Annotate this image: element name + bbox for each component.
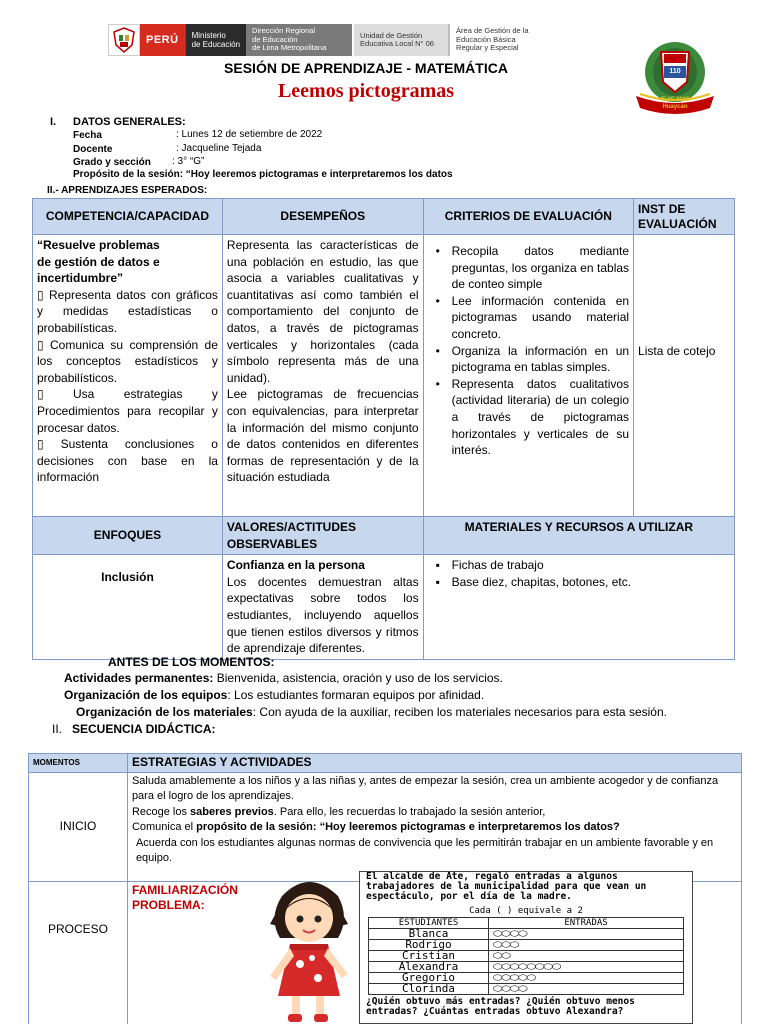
materiales-line: Organización de los materiales: Con ayuda de la auxiliar, reciben los materiales necesarios para esta sesión. xyxy=(76,705,667,719)
inicio-cell: Saluda amablemente a los niños y a las niñas y, antes de empezar la sesión, crea un ambiente acogedor y de confianza para el logro de los aprendizajes. Recoge los saberes previos. Para ello, les recuerdas lo trabajado la sesión anterior, Comunica el propósito de la sesión: “Hoy leeremos pictogramas e interpretaremos los datos? Acuerda con los estudiantes algunas normas de convivencia que les permitirán trabajar en un ambiente favorable y en equipo. xyxy=(127,772,741,881)
girl-illustration xyxy=(254,874,364,1024)
ticket-icon: ⬭ xyxy=(509,982,519,995)
criterio-item: • Organiza la información en un pictograma en tablas simples. xyxy=(428,343,629,376)
instrumento-cell: Lista de cotejo xyxy=(634,235,735,517)
student-name: Alexandra xyxy=(369,962,489,973)
ticket-icon: ⬭ xyxy=(493,938,502,951)
header-competencia: COMPETENCIA/CAPACIDAD xyxy=(33,199,223,235)
ticket-icon: ⬭ xyxy=(493,971,502,984)
school-emblem: 110 IE Nº 0068 Huaycán xyxy=(630,36,720,120)
student-name: Cristian xyxy=(369,951,489,962)
header-enfoques: ENFOQUES xyxy=(33,517,223,555)
ticket-icon: ⬭ xyxy=(501,927,510,940)
dre-label: Dirección Regional de Educación de Lima Metropolitana xyxy=(246,24,352,56)
material-item: ▪ Fichas de trabajo xyxy=(428,557,730,574)
general-heading: DATOS GENERALES: xyxy=(73,116,186,128)
student-name: Gregorio xyxy=(369,973,489,984)
ticket-icon: ⬭ xyxy=(509,927,519,940)
fecha-value: : Lunes 12 de setiembre de 2022 xyxy=(176,129,323,140)
area-label: Área de Gestión de la Educación Básica Regular y Especial xyxy=(448,24,550,56)
problem-text: El alcalde de Ate, regaló entradas a algunos trabajadores de la municipalidad para que vean un espectáculo, por el día de la madre. xyxy=(366,871,647,902)
page-title: SESIÓN DE APRENDIZAJE - MATEMÁTICA xyxy=(224,60,508,76)
ticket-icon: ⬭ xyxy=(518,927,527,940)
ugel-label: Unidad de Gestión Educativa Local N° 06 xyxy=(352,24,448,56)
criterio-item: • Lee información contenida en pictogramas usando material concreto. xyxy=(428,293,629,343)
general-numeral: I. xyxy=(50,116,57,128)
ticket-icon: ⬭ xyxy=(493,949,502,962)
secuencia-heading: SECUENCIA DIDÁCTICA: xyxy=(72,722,216,736)
peru-label: PERÚ xyxy=(140,24,185,56)
ticket-icon: ⬭ xyxy=(535,960,544,973)
criterio-item: • Representa datos cualitativos (actividad literaria) de un colegio a través de pictogramas horizontales y verticales de su interés. xyxy=(428,376,629,459)
ticket-icon: ⬭ xyxy=(509,938,519,951)
student-name: Blanca xyxy=(369,929,489,940)
ticket-icon: ⬭ xyxy=(509,960,519,973)
header-instrumento: INST DE EVALUACIÓN xyxy=(634,199,735,235)
proposito-line: Propósito de la sesión: “Hoy leeremos pictogramas e interpretaremos los datos xyxy=(73,169,453,180)
desempenos-cell: Representa las características de una población en estudio, las que asocia a variables cualitativas y cuantitativas así como también el comportamiento del conjunto de datos, a través de pictogramas verticales y horizontales (cada símbolo representa más de una unidad). Lee pictogramas de frecuencias con equivalencias, para interpretar la información del mismo conjunto de datos contenidos en diferentes formas de representación y de la situación estudiada xyxy=(222,235,423,517)
actividades-line: Actividades permanentes: Bienvenida, asistencia, oración y uso de los servicios. xyxy=(64,671,503,685)
proceso-cell: FAMILIARIZACIÓN PROBLEMA: xyxy=(127,881,741,1024)
ticket-icon: ⬭ xyxy=(518,982,527,995)
ticket-symbols xyxy=(489,940,684,951)
pictogram-table: ESTUDIANTES ENTRADAS Blanca ⬭⬭⬭⬭ Rodrigo ⬭⬭⬭ Cristian ⬭⬭ Alexandra ⬭⬭⬭⬭⬭⬭⬭⬭ Gregorio ⬭⬭⬭⬭⬭ Clorinda ⬭⬭⬭⬭ xyxy=(368,917,684,995)
ticket-icon: ⬭ xyxy=(526,960,536,973)
pictogram-row xyxy=(369,984,684,995)
ticket-icon: ⬭ xyxy=(501,938,510,951)
student-name: Clorinda xyxy=(369,984,489,995)
grado-value: : 3° “G” xyxy=(172,156,205,167)
page-subtitle: Leemos pictogramas xyxy=(277,80,455,102)
student-name: Rodrigo xyxy=(369,940,489,951)
header-desempenos: DESEMPEÑOS xyxy=(222,199,423,235)
enfoque-cell: Inclusión xyxy=(33,555,223,660)
ticket-icon: ⬭ xyxy=(518,971,527,984)
ticket-icon: ⬭ xyxy=(501,982,510,995)
header-estrategias: ESTRATEGIAS Y ACTIVIDADES xyxy=(127,754,741,773)
ticket-icon: ⬭ xyxy=(493,982,502,995)
header-criterios: CRITERIOS DE EVALUACIÓN xyxy=(423,199,633,235)
ticket-icon: ⬭ xyxy=(551,960,561,973)
legend: Cada ( ) equivale a 2 xyxy=(469,906,583,916)
ticket-icon: ⬭ xyxy=(501,960,510,973)
materiales-cell xyxy=(423,555,734,660)
docente-value: : Jacqueline Tejada xyxy=(176,143,262,154)
competencia-cell: “Resuelve problemas de gestión de datos e incertidumbre” ▯ Representa datos con gráficos y medidas estadísticas o probabilísticas. ▯ Comunica su comprensión de los conceptos estadísticos y probabilísticos. ▯ Usa estrategias y Procedimientos para recopilar y procesar datos. ▯ Sustenta conclusiones o decisiones con base en la información xyxy=(33,235,223,517)
ticket-icon: ⬭ xyxy=(518,960,527,973)
proceso-label: PROCESO xyxy=(29,881,128,1024)
ticket-icon: ⬭ xyxy=(493,927,502,940)
problem-card xyxy=(359,871,693,1024)
ticket-icon: ⬭ xyxy=(493,960,502,973)
header-valores: VALORES/ACTITUDES OBSERVABLES xyxy=(222,517,423,555)
ministry-label: Ministerio de Educación xyxy=(185,24,246,56)
peru-shield-icon xyxy=(108,24,140,56)
valores-cell: Confianza en la persona Los docentes demuestran altas expectativas sobre todos los estudiantes, incluyendo aquellos que tienen estilos diversos y ritmos de aprendizaje diferentes. xyxy=(222,555,423,660)
header-momentos: MOMENTOS xyxy=(29,754,128,773)
ticket-icon: ⬭ xyxy=(501,949,510,962)
ticket-symbols xyxy=(489,984,684,995)
equipos-line: Organización de los equipos: Los estudiantes formaran equipos por afinidad. xyxy=(64,688,485,702)
criterios-cell xyxy=(423,235,633,517)
aprendizajes-heading: II.- APRENDIZAJES ESPERADOS: xyxy=(47,185,208,196)
momentos-heading: ANTES DE LOS MOMENTOS: xyxy=(108,655,275,669)
institution-logo-strip xyxy=(108,24,550,56)
material-item: ▪ Base diez, chapitas, botones, etc. xyxy=(428,574,730,591)
header-materiales: MATERIALES Y RECURSOS A UTILIZAR xyxy=(423,517,734,555)
ticket-icon: ⬭ xyxy=(543,960,552,973)
ticket-icon: ⬭ xyxy=(509,971,519,984)
inicio-label: INICIO xyxy=(29,772,128,881)
ticket-icon: ⬭ xyxy=(526,971,536,984)
problem-question: ¿Quién obtuvo más entradas? ¿Quién obtuvo menos entradas? ¿Cuántas entradas obtuvo Alexandra? xyxy=(366,996,635,1017)
criterio-item: • Recopila datos mediante preguntas, los organiza en tablas de conteo simple xyxy=(428,243,629,293)
competencia-title: “Resuelve problemas de gestión de datos e incertidumbre” xyxy=(37,238,160,286)
learning-table xyxy=(32,198,735,660)
ticket-icon: ⬭ xyxy=(501,971,510,984)
